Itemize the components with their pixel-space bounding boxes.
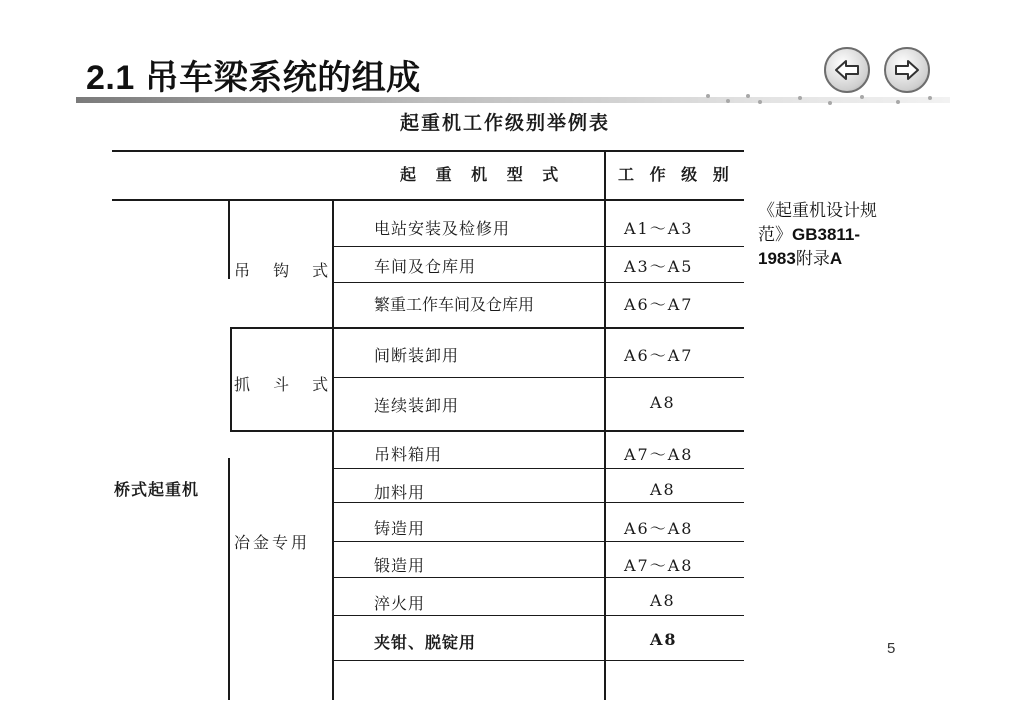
reference-appendix-label: 附录 bbox=[795, 249, 830, 268]
reference-line-1: 《起重机设计规 bbox=[758, 201, 877, 220]
grade-cell: A3～A5 bbox=[624, 257, 694, 276]
grade-cell: A7～A8 bbox=[624, 556, 694, 575]
group-label-hook: 吊 钩 式 bbox=[234, 261, 338, 280]
grade-cell: A6～A8 bbox=[624, 519, 694, 538]
use-cell: 淬火用 bbox=[374, 594, 426, 613]
use-cell: 铸造用 bbox=[374, 519, 426, 538]
grade-cell: A8 bbox=[650, 630, 678, 649]
prev-slide-button[interactable] bbox=[824, 47, 870, 93]
grade-cell: A6～A7 bbox=[624, 295, 694, 314]
grade-cell: A8 bbox=[650, 480, 676, 499]
use-cell: 加料用 bbox=[374, 483, 426, 502]
reference-standard-code: GB3811- bbox=[792, 225, 861, 244]
arrow-right-icon bbox=[893, 56, 921, 84]
table-caption: 起重机工作级别举例表 bbox=[400, 112, 611, 134]
grade-cell: A7～A8 bbox=[624, 445, 694, 464]
use-cell: 繁重工作车间及仓库用 bbox=[374, 295, 535, 314]
crane-category-label: 桥式起重机 bbox=[114, 480, 200, 499]
grade-cell: A8 bbox=[650, 591, 676, 610]
grade-cell: A1～A3 bbox=[624, 219, 694, 238]
next-slide-button[interactable] bbox=[884, 47, 930, 93]
grade-cell: A6～A7 bbox=[624, 346, 694, 365]
use-cell: 吊料箱用 bbox=[374, 445, 443, 464]
use-cell: 间断装卸用 bbox=[374, 346, 460, 365]
crane-grade-table bbox=[110, 140, 750, 700]
use-cell: 连续装卸用 bbox=[374, 396, 460, 415]
grade-cell: A8 bbox=[650, 393, 676, 412]
header-crane-type: 起 重 机 型 式 bbox=[400, 165, 566, 184]
use-cell: 夹钳、脱锭用 bbox=[374, 633, 477, 652]
header-work-grade: 工 作 级 别 bbox=[618, 165, 734, 184]
group-label-metallurgy: 冶金专用 bbox=[234, 533, 311, 552]
reference-appendix-letter: A bbox=[829, 249, 843, 268]
use-cell: 电站安装及检修用 bbox=[374, 219, 511, 238]
reference-note bbox=[758, 199, 928, 271]
reference-line-2-prefix: 范》 bbox=[758, 225, 792, 244]
arrow-left-icon bbox=[833, 56, 861, 84]
slide-title: 2.1 吊车梁系统的组成 bbox=[86, 59, 421, 97]
use-cell: 锻造用 bbox=[374, 556, 426, 575]
use-cell: 车间及仓库用 bbox=[374, 257, 477, 276]
group-label-grab: 抓 斗 式 bbox=[234, 375, 338, 394]
page-number: 5 bbox=[887, 640, 896, 657]
reference-standard-year: 1983 bbox=[758, 249, 796, 268]
title-divider-dots bbox=[700, 94, 950, 108]
